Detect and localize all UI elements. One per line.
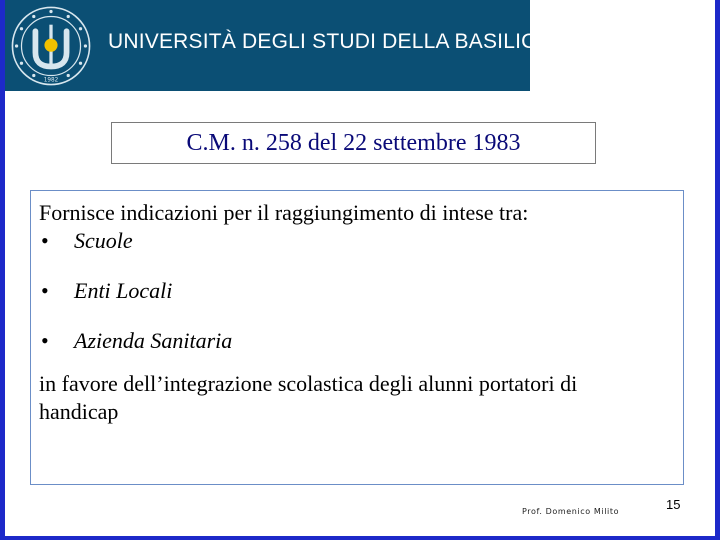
title-box xyxy=(111,122,596,164)
list-item xyxy=(39,227,659,255)
bullet-text: Scuole xyxy=(74,228,133,253)
university-seal-logo xyxy=(10,5,92,87)
bullet-icon: • xyxy=(41,328,49,353)
closing-text: in favore dell’integrazione scolastica degli alunni portatori di handicap xyxy=(39,371,578,424)
list-item xyxy=(39,277,659,305)
intro-text: Fornisce indicazioni per il raggiungimento di intese tra: xyxy=(39,200,529,225)
seal-year: 1982 xyxy=(43,77,59,84)
university-name: UNIVERSITÀ DEGLI STUDI DELLA BASILICATA xyxy=(108,30,575,53)
slide-title: C.M. n. 258 del 22 settembre 1983 xyxy=(186,129,521,156)
bullet-icon: • xyxy=(41,278,49,303)
bullet-text: Enti Locali xyxy=(74,278,173,303)
content-box xyxy=(30,190,684,485)
list-item xyxy=(39,327,659,355)
bullet-icon: • xyxy=(41,228,49,253)
university-banner xyxy=(5,0,575,91)
author-credit: Prof. Domenico Milito xyxy=(522,507,620,516)
bullet-list xyxy=(39,227,659,355)
content-body xyxy=(39,199,659,426)
page-number: 15 xyxy=(666,497,681,512)
bullet-text: Azienda Sanitaria xyxy=(74,328,233,353)
